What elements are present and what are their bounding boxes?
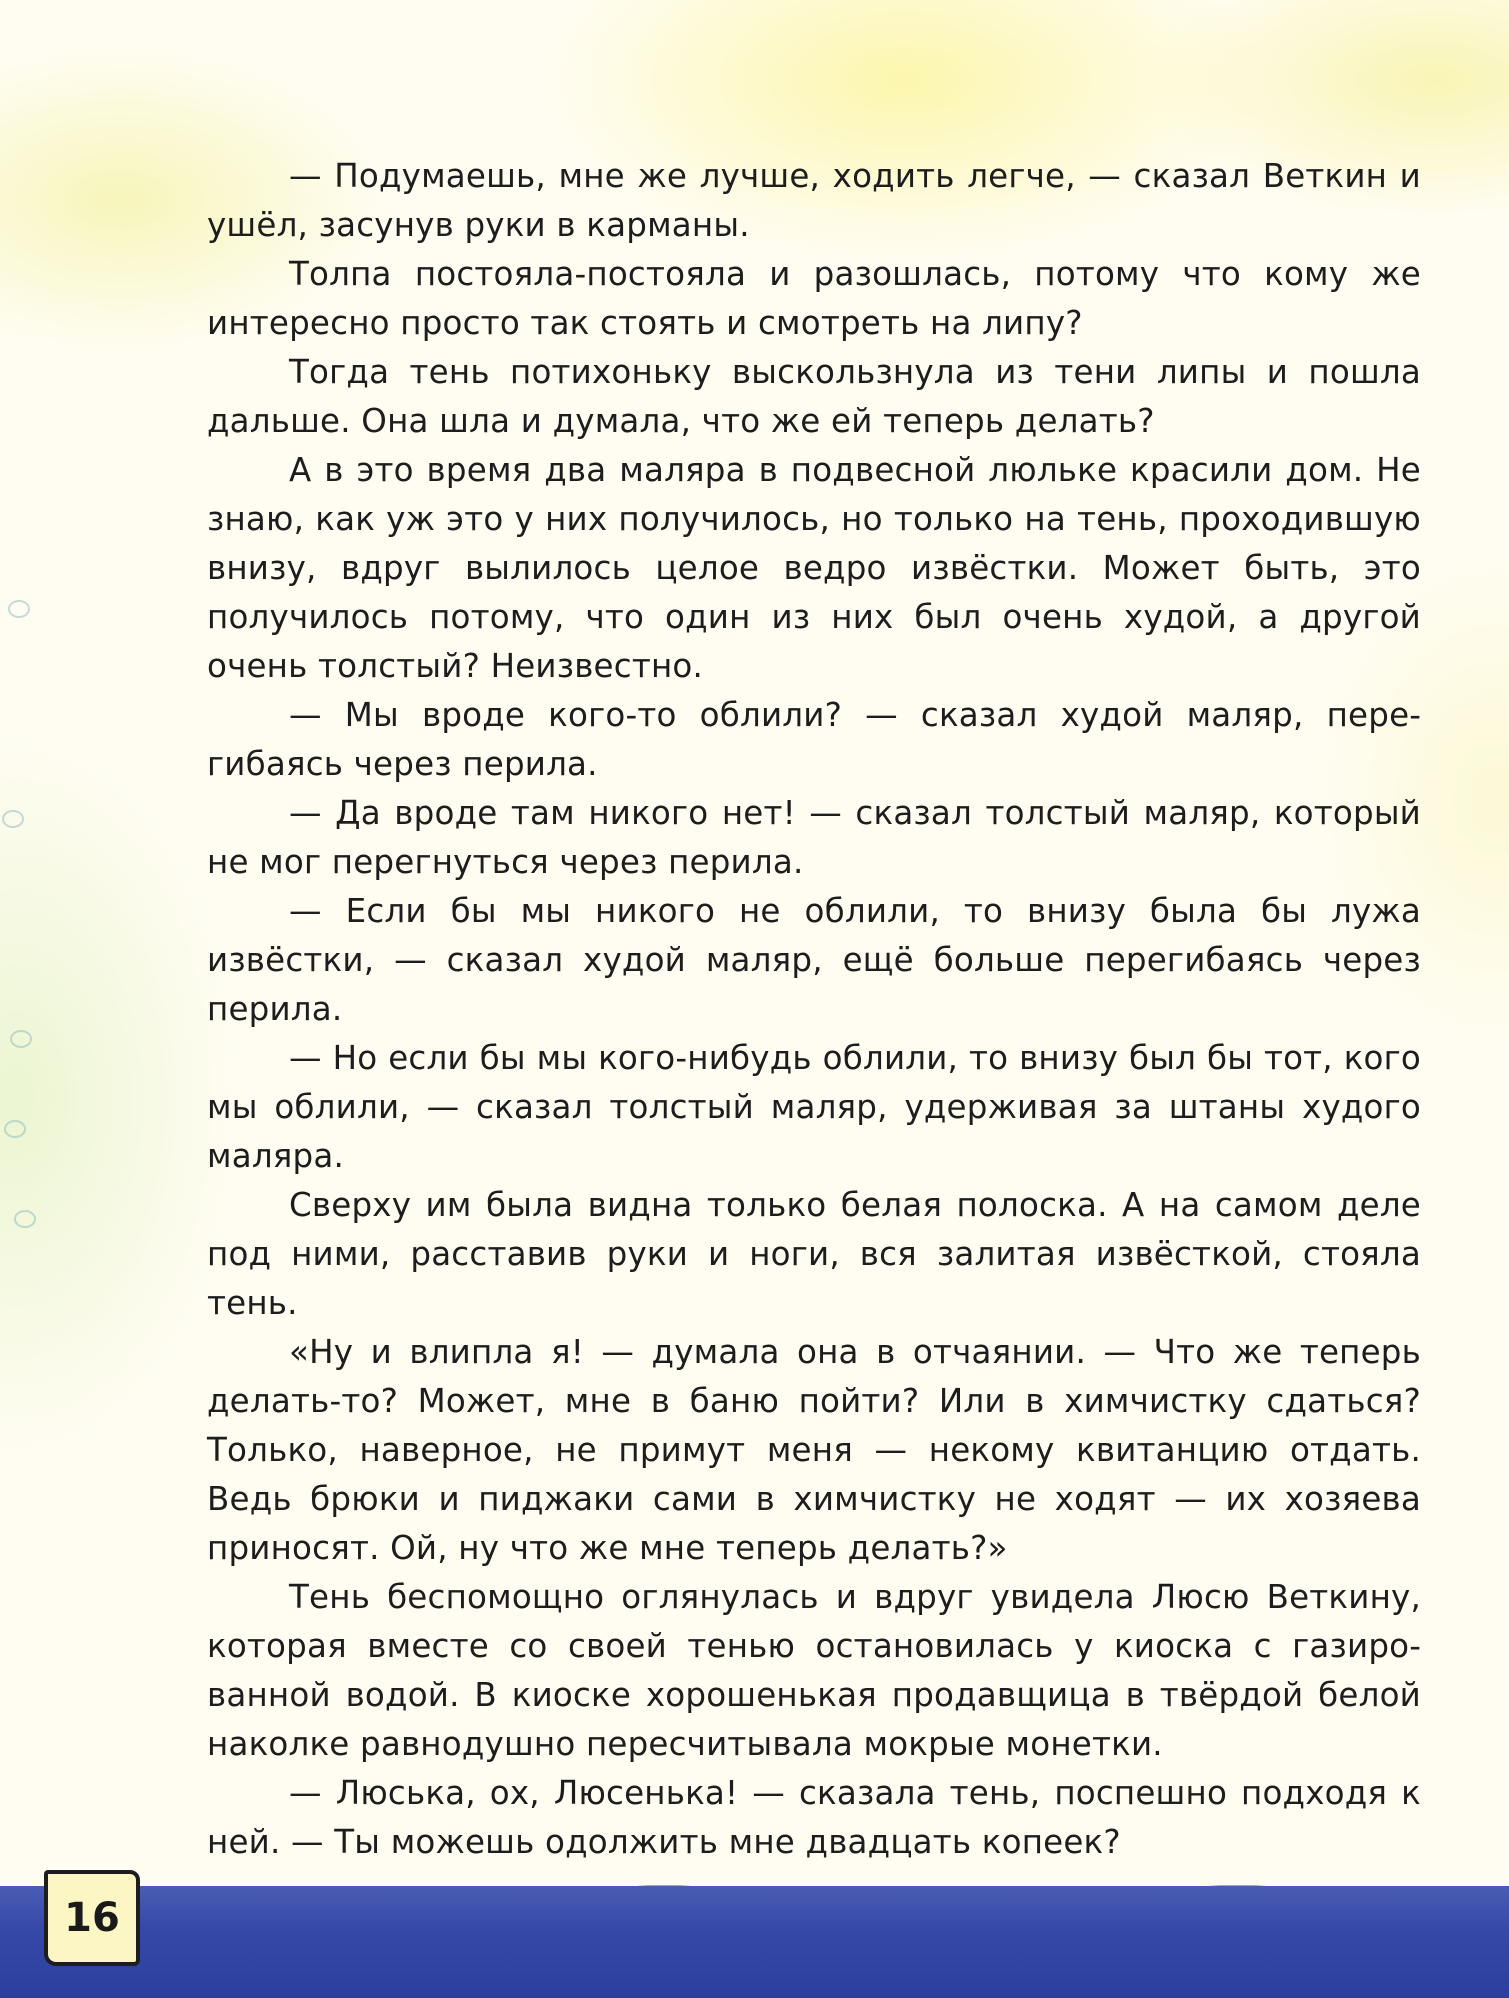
story-text — [207, 152, 1421, 1867]
paragraph: — Если бы мы никого не облили, то внизу была бы лужа извёстки, — сказал худой маляр, ещё больше перегибаясь через перила. — [207, 892, 1421, 1028]
paragraph: — Да вроде там никого нет! — сказал толстый маляр, который не мог перегнуться через перила. — [207, 794, 1421, 881]
page-number: 16 — [44, 1870, 140, 1966]
paragraph: А в это время два маляра в подвесной люльке красили дом. Не знаю, как уж это у них получилось, но только на тень, проходившую внизу, вдруг вылилось целое ведро извёстки. Может быть, это получилось потому, что один из них был очень худой, а другой очень толстый? Неизвестно. — [207, 451, 1421, 685]
paragraph: — Но если бы мы кого-нибудь облили, то внизу был бы тот, кого мы облили, — сказал толстый маляр, удерживая за штаны худого маляра. — [207, 1039, 1421, 1175]
paragraph: Толпа постояла-постояла и разошлась, потому что кому же интересно просто так стоять и смотреть на липу? — [207, 255, 1421, 342]
decorative-dots — [0, 560, 60, 1280]
paragraph: — Мы вроде кого-то облили? — сказал худой маляр, перегибаясь через перила. — [207, 696, 1421, 783]
paragraph: Тень беспомощно оглянулась и вдруг увидела Люсю Веткину, которая вместе со своей тенью остановилась у киоска с газированной водой. В киоске хорошенькая продавщица в твёрдой белой наколке равнодушно пересчитывала мокрые монетки. — [207, 1578, 1421, 1763]
paragraph: — Подумаешь, мне же лучше, ходить легче, — сказал Веткин и ушёл, засунув руки в карманы. — [207, 157, 1421, 244]
paragraph: Тогда тень потихоньку выскользнула из тени липы и пошла дальше. Она шла и думала, что же ей теперь делать? — [207, 353, 1421, 440]
paragraph: — Люська, ох, Люсенька! — сказала тень, поспешно подходя к ней. — Ты можешь одолжить мне двадцать копеек? — [207, 1774, 1421, 1861]
paragraph: Сверху им была видна только белая полоска. А на самом деле под ними, расставив руки и ноги, вся залитая извёсткой, стояла тень. — [207, 1186, 1421, 1322]
bottom-band — [0, 1886, 1509, 1998]
paragraph: «Ну и влипла я! — думала она в отчаянии. — Что же теперь делать-то? Может, мне в баню пойти? Или в химчистку сдаться? Только, наверное, не примут меня — некому квитанцию отдать. Ведь брюки и пиджаки сами в химчистку не ходят — их хозяева приносят. Ой, ну что же мне теперь делать?» — [207, 1333, 1421, 1567]
